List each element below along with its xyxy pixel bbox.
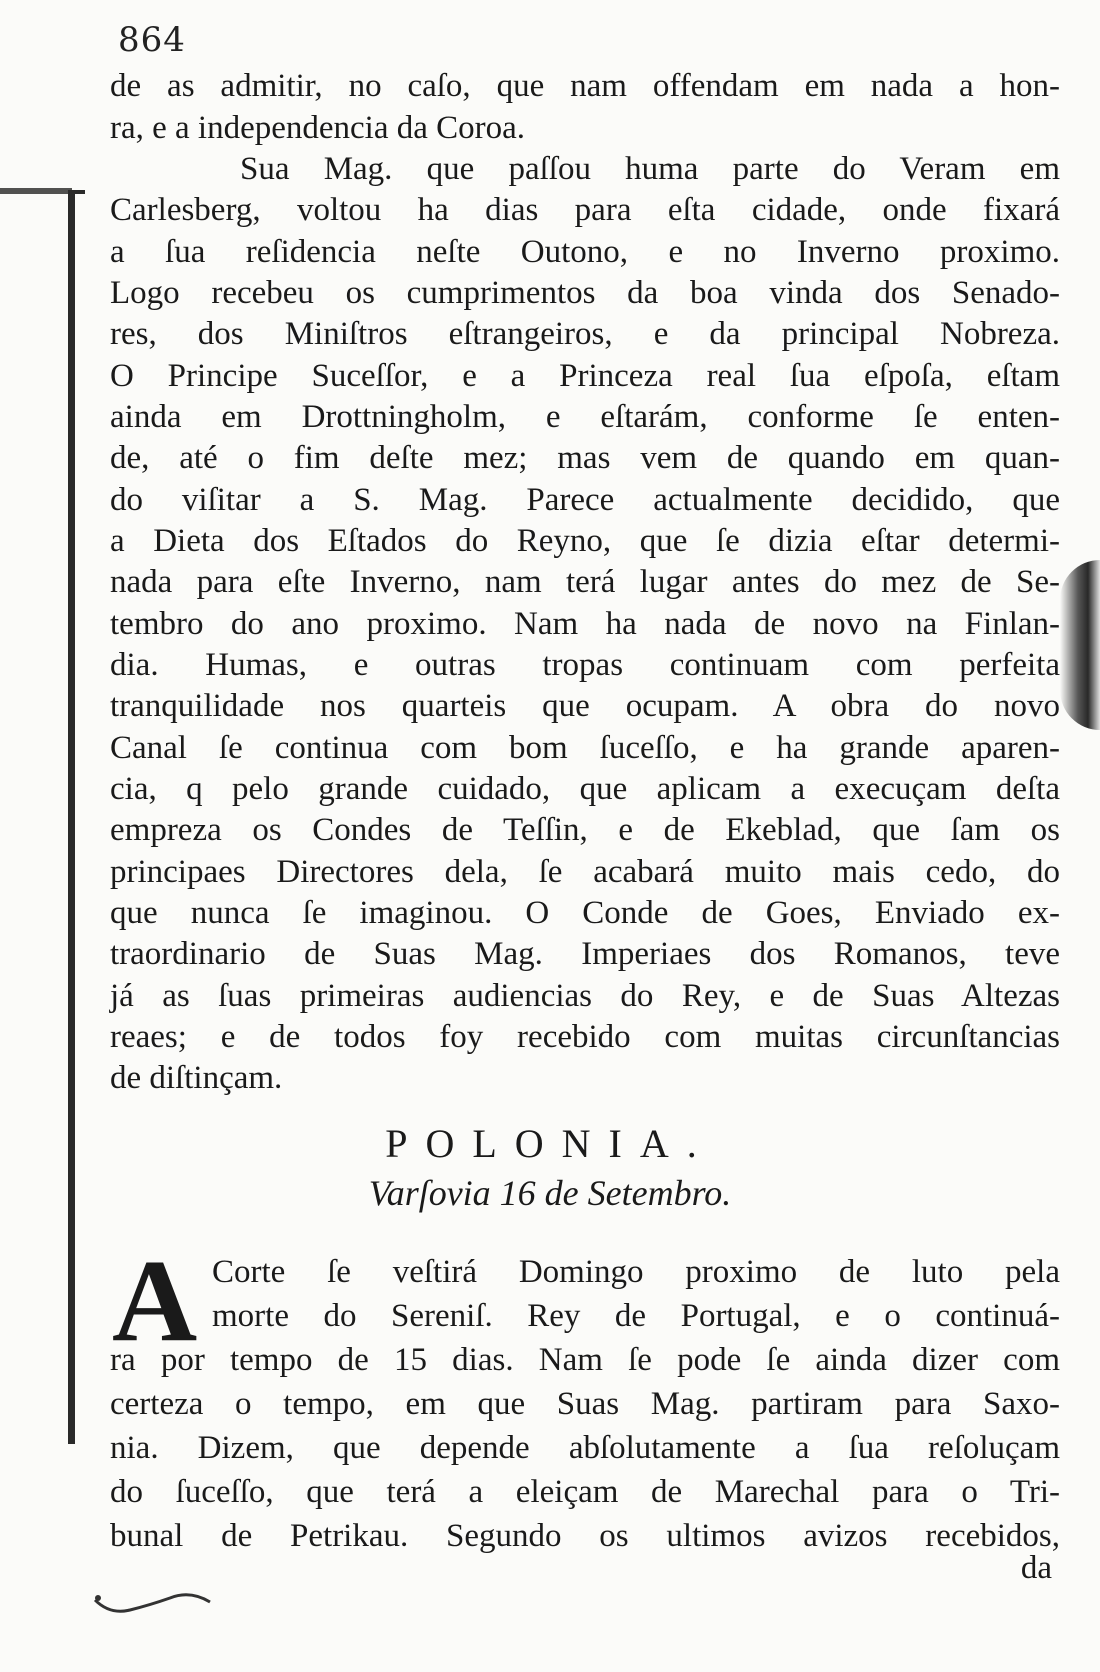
body-line: Canal ſe continua com bom ſuceſſo, e ha grande aparen- xyxy=(110,730,1060,766)
body-line: principaes Directores dela, ſe acabará muito mais cedo, do xyxy=(110,854,1060,890)
dateline: Varſovia 16 de Setembro. xyxy=(368,1173,732,1213)
body-line: tranquilidade nos quarteis que ocupam. A obra do novo xyxy=(110,688,1060,724)
section-line: ra por tempo de 15 dias. Nam ſe pode ſe ainda dizer com xyxy=(110,1342,1060,1378)
body-line: ra, e a independencia da Coroa. xyxy=(110,110,526,146)
ink-smudge xyxy=(90,1580,240,1620)
margin-bracket xyxy=(68,190,85,1444)
body-line: a ſua reſidencia neſte Outono, e no Inverno proximo. xyxy=(110,234,1060,270)
body-line: nada para eſte Inverno, nam terá lugar antes do mez de Se- xyxy=(110,564,1060,600)
body-line: empreza os Condes de Teſſin, e de Ekeblad, que ſam os xyxy=(110,812,1060,848)
body-line: de diſtinçam. xyxy=(110,1060,283,1096)
section-line: bunal de Petrikau. Segundo os ultimos avizos recebidos, xyxy=(110,1518,1060,1554)
body-line: reaes; e de todos foy recebido com muitas circunſtancias xyxy=(110,1019,1060,1055)
body-line: que nunca ſe imaginou. O Conde de Goes, Enviado ex- xyxy=(110,895,1060,931)
body-line: já as ſuas primeiras audiencias do Rey, e de Suas Altezas xyxy=(110,978,1060,1014)
body-line: Logo recebeu os cumprimentos da boa vinda dos Senado- xyxy=(110,275,1060,311)
section-line: do ſuceſſo, que terá a eleiçam de Marechal para o Tri- xyxy=(110,1474,1060,1510)
body-line: Sua Mag. que paſſou huma parte do Veram em xyxy=(240,151,1060,187)
drop-cap: A xyxy=(112,1235,198,1366)
body-line: Carlesberg, voltou ha dias para eſta cidade, onde fixará xyxy=(110,192,1060,228)
section-line: nia. Dizem, que depende abſolutamente a ſua reſoluçam xyxy=(110,1430,1060,1466)
body-line: O Principe Suceſſor, e a Princeza real ſua eſpoſa, eſtam xyxy=(110,358,1060,394)
section-heading: POLONIA. xyxy=(385,1121,715,1166)
section-line: Corte ſe veſtirá Domingo proximo de luto pela xyxy=(212,1254,1060,1290)
body-line: traordinario de Suas Mag. Imperiaes dos Romanos, teve xyxy=(110,936,1060,972)
body-line: cia, q pelo grande cuidado, que aplicam a execuçam deſta xyxy=(110,771,1060,807)
body-line: dia. Humas, e outras tropas continuam com perfeita xyxy=(110,647,1060,683)
section-line: morte do Sereniſ. Rey de Portugal, e o continuá- xyxy=(212,1298,1060,1334)
body-line: do viſitar a S. Mag. Parece actualmente decidido, que xyxy=(110,482,1060,518)
body-line: tembro do ano proximo. Nam ha nada de novo na Finlan- xyxy=(110,606,1060,642)
body-line: res, dos Miniſtros eſtrangeiros, e da principal Nobreza. xyxy=(110,316,1060,352)
catchword: da xyxy=(1020,1550,1052,1586)
body-line: de, até o fim deſte mez; mas vem de quando em quan- xyxy=(110,440,1060,476)
body-line: de as admitir, no caſo, que nam offendam em nada a hon- xyxy=(110,68,1060,104)
body-line: a Dieta dos Eſtados do Reyno, que ſe dizia eſtar determi- xyxy=(110,523,1060,559)
body-line: ainda em Drottningholm, e eſtarám, conforme ſe enten- xyxy=(110,399,1060,435)
page-fold-shadow xyxy=(1060,560,1100,730)
margin-rule xyxy=(0,188,72,194)
page-number: 864 xyxy=(118,20,186,60)
section-line: certeza o tempo, em que Suas Mag. partiram para Saxo- xyxy=(110,1386,1060,1422)
